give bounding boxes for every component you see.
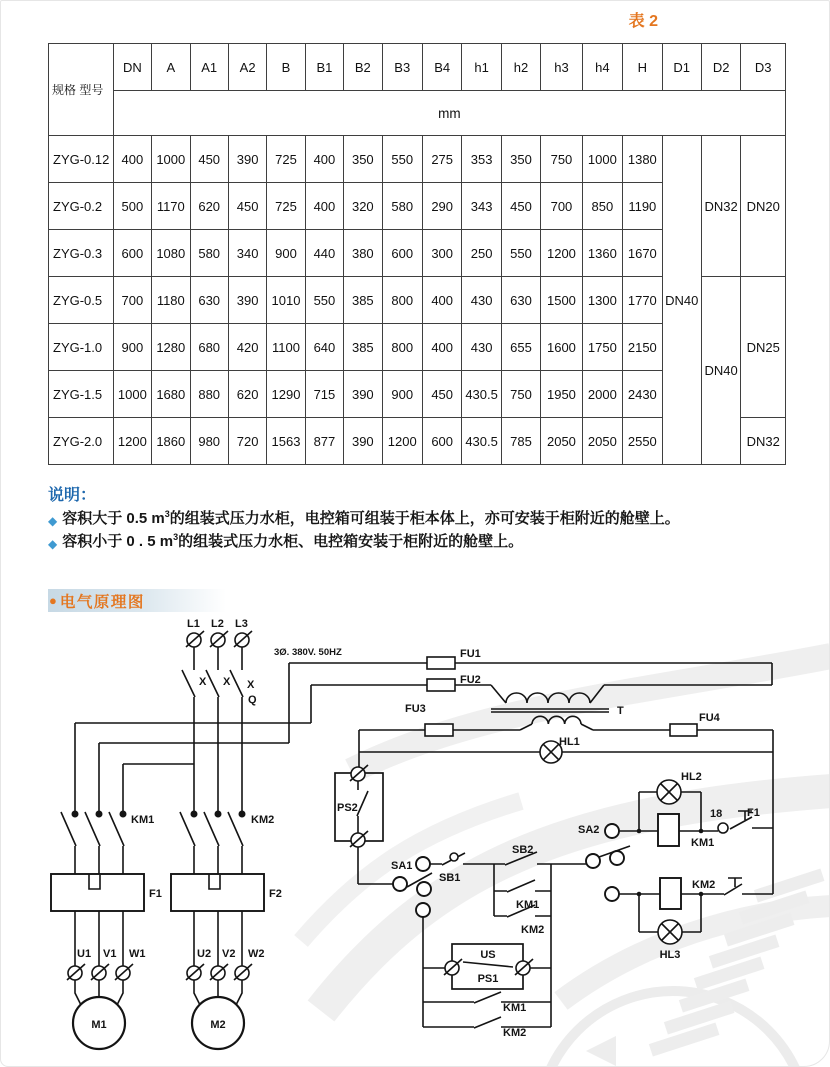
- label-w1: W1: [129, 948, 146, 960]
- table-cell-D3: DN32: [741, 418, 786, 465]
- table-cell: 1380: [623, 136, 662, 183]
- fuse-fu3: [425, 724, 453, 736]
- table-cell: 1860: [152, 418, 190, 465]
- sa2-terminal-b: [610, 851, 624, 865]
- table-cell: 350: [344, 136, 382, 183]
- table-cell: 400: [422, 324, 461, 371]
- table-cell: 1280: [152, 324, 190, 371]
- table-cell: 1300: [582, 277, 622, 324]
- table-cell: 655: [501, 324, 540, 371]
- table-cell-D2: DN32: [701, 136, 740, 277]
- watermark: [301, 656, 830, 1067]
- label-sa1: SA1: [391, 860, 413, 872]
- column-header-A2: A2: [228, 44, 266, 91]
- table-cell: 2050: [541, 418, 582, 465]
- table-cell: 400: [422, 277, 461, 324]
- label-sb1: SB1: [439, 872, 461, 884]
- label-supply: 3Ø. 380V. 50HZ: [274, 647, 342, 658]
- km2-rung-terminal: [605, 887, 619, 901]
- note-item-1: [48, 508, 793, 531]
- label-w2: W2: [248, 948, 265, 960]
- label-km1-coil: KM1: [691, 837, 715, 849]
- label-l1: L1: [187, 618, 200, 630]
- label-fu3: FU3: [405, 703, 426, 715]
- table-cell: 450: [190, 136, 228, 183]
- label-m1: M1: [91, 1019, 107, 1031]
- table-cell: 800: [382, 324, 422, 371]
- table-cell: 900: [113, 324, 151, 371]
- table-cell: 250: [462, 230, 501, 277]
- column-header-A1: A1: [190, 44, 228, 91]
- table-cell: 350: [501, 136, 540, 183]
- table-cell: 750: [501, 371, 540, 418]
- table-cell: 880: [190, 371, 228, 418]
- column-header-D2: D2: [701, 44, 740, 91]
- label-us: US: [480, 949, 496, 961]
- table-cell: 400: [113, 136, 151, 183]
- table-cell: 1010: [267, 277, 305, 324]
- section-title: 电气原理图: [59, 593, 145, 611]
- table-cell: 600: [113, 230, 151, 277]
- table-cell: 353: [462, 136, 501, 183]
- column-header-DN: DN: [113, 44, 151, 91]
- table-cell: 440: [305, 230, 343, 277]
- model-cell: ZYG-0.2: [49, 183, 114, 230]
- column-header-h2: h2: [501, 44, 540, 91]
- table-cell: 390: [344, 371, 382, 418]
- label-u1: U1: [77, 948, 92, 960]
- column-header-h3: h3: [541, 44, 582, 91]
- table-cell: 420: [228, 324, 266, 371]
- label-ps1: PS1: [477, 973, 499, 985]
- label-f2: F2: [269, 888, 282, 900]
- table-cell: 380: [344, 230, 382, 277]
- table-cell: 450: [501, 183, 540, 230]
- fuse-fu2: [427, 679, 455, 691]
- superscript: 3: [173, 531, 179, 542]
- table-cell: 1190: [623, 183, 662, 230]
- notes-section: [48, 482, 793, 553]
- section-header: [48, 589, 226, 612]
- label-km2-hold: KM2: [503, 1027, 527, 1039]
- table-cell: 1000: [582, 136, 622, 183]
- table-cell: 720: [228, 418, 266, 465]
- sb1-terminal-right: [417, 882, 431, 896]
- note-text-2: 容积小于 0 . 5 $m^3$的组装式压力水柜、电控箱安装于柜附近的舱壁上。: [62, 531, 524, 550]
- label-term18: 18: [710, 808, 723, 820]
- label-f1-nc: F1: [747, 807, 760, 819]
- label-f1: F1: [149, 888, 162, 900]
- table-cell: 1600: [541, 324, 582, 371]
- table-cell: 300: [422, 230, 461, 277]
- table-cell: 850: [582, 183, 622, 230]
- table-cell: 2000: [582, 371, 622, 418]
- table-cell: 640: [305, 324, 343, 371]
- label-t: T: [617, 705, 624, 717]
- table-cell: 430.5: [462, 418, 501, 465]
- table-cell: 630: [190, 277, 228, 324]
- table-cell-D3: DN20: [741, 136, 786, 277]
- sb1-terminal-left: [393, 877, 407, 891]
- sa1-terminal: [416, 857, 430, 871]
- table-cell: 1750: [582, 324, 622, 371]
- table-cell: 400: [305, 183, 343, 230]
- table-cell: 1180: [152, 277, 190, 324]
- label-km2-coil: KM2: [692, 879, 716, 891]
- label-fu4: FU4: [699, 712, 720, 724]
- table-cell: 715: [305, 371, 343, 418]
- column-header-A: A: [152, 44, 190, 91]
- table-cell: 430: [462, 277, 501, 324]
- model-cell: ZYG-2.0: [49, 418, 114, 465]
- model-cell: ZYG-0.3: [49, 230, 114, 277]
- table-cell: 550: [305, 277, 343, 324]
- table-cell: 900: [382, 371, 422, 418]
- column-header-h4: h4: [582, 44, 622, 91]
- column-header-B: B: [267, 44, 305, 91]
- label-l2: L2: [211, 618, 224, 630]
- label-km2-aux: KM2: [521, 924, 545, 936]
- table-cell: 1200: [541, 230, 582, 277]
- column-header-D1: D1: [662, 44, 701, 91]
- diamond-bullet-icon: ◆: [48, 514, 58, 528]
- table-cell: 2430: [623, 371, 662, 418]
- table-cell: 430.5: [462, 371, 501, 418]
- model-cell: ZYG-1.0: [49, 324, 114, 371]
- table-cell: 1080: [152, 230, 190, 277]
- table-cell: 430: [462, 324, 501, 371]
- table-cell: 343: [462, 183, 501, 230]
- f1-relay-box: [51, 874, 144, 911]
- table-cell: 1680: [152, 371, 190, 418]
- table-cell: 580: [190, 230, 228, 277]
- f2-relay-box: [171, 874, 264, 911]
- table-cell: 1950: [541, 371, 582, 418]
- table-cell: 630: [501, 277, 540, 324]
- table-cell: 700: [541, 183, 582, 230]
- power-wires: [61, 647, 311, 1005]
- label-u2: U2: [197, 948, 212, 960]
- table-cell: 680: [190, 324, 228, 371]
- table-cell: 2050: [582, 418, 622, 465]
- sa1-terminal-lower: [416, 903, 430, 917]
- table-cell: 550: [501, 230, 540, 277]
- km1-rung-terminal: [605, 824, 619, 838]
- diamond-bullet-icon: ◆: [48, 536, 58, 551]
- column-header-H: H: [623, 44, 662, 91]
- table-cell: 385: [344, 277, 382, 324]
- table-cell: 1290: [267, 371, 305, 418]
- label-km1-aux: KM1: [516, 899, 540, 911]
- label-v2: V2: [222, 948, 236, 960]
- table-cell: 1000: [152, 136, 190, 183]
- table-cell: 1200: [113, 418, 151, 465]
- table-cell: 1360: [582, 230, 622, 277]
- table-cell: 1170: [152, 183, 190, 230]
- table-cell: 1200: [382, 418, 422, 465]
- table-cell: 1563: [267, 418, 305, 465]
- lamp-hl3: [658, 920, 682, 944]
- table-cell: 1000: [113, 371, 151, 418]
- table-row: [49, 136, 786, 183]
- table-cell: 390: [228, 136, 266, 183]
- table-cell: 340: [228, 230, 266, 277]
- table-cell-D2: DN40: [701, 277, 740, 465]
- column-header-B3: B3: [382, 44, 422, 91]
- label-hl3: HL3: [659, 949, 681, 961]
- table-cell: 600: [422, 418, 461, 465]
- table-caption: 表 2: [628, 13, 658, 30]
- table-cell: 700: [113, 277, 151, 324]
- supply-terminals: [186, 631, 252, 647]
- label-l3: L3: [235, 618, 248, 630]
- label-m2: M2: [210, 1019, 226, 1031]
- column-header-B1: B1: [305, 44, 343, 91]
- table-cell: 980: [190, 418, 228, 465]
- table-cell: 1100: [267, 324, 305, 371]
- fuse-fu4: [670, 724, 697, 736]
- spec-table: [48, 43, 786, 465]
- km1-coil-symbol: [658, 814, 679, 846]
- superscript: 3: [164, 509, 170, 519]
- note-text-1: 容积大于 0.5 $m^3$的组装式压力水柜，电控箱可组装于柜本体上，亦可安装于柜附近的舱壁上。: [62, 509, 680, 527]
- column-header-B4: B4: [422, 44, 461, 91]
- table-cell: 450: [228, 183, 266, 230]
- label-q: Q: [248, 694, 257, 706]
- column-header-B2: B2: [344, 44, 382, 91]
- label-sb2: SB2: [512, 844, 534, 856]
- table-cell: 750: [541, 136, 582, 183]
- model-cell: ZYG-0.12: [49, 136, 114, 183]
- label-fu1: FU1: [460, 648, 481, 660]
- label-x1: X: [199, 676, 207, 688]
- table-cell: 390: [344, 418, 382, 465]
- table-cell: 390: [228, 277, 266, 324]
- model-cell: ZYG-0.5: [49, 277, 114, 324]
- table-cell: 320: [344, 183, 382, 230]
- button-contact: [450, 853, 458, 861]
- table-cell: 550: [382, 136, 422, 183]
- unit-row: mm: [113, 91, 785, 136]
- table-cell: 600: [382, 230, 422, 277]
- table-cell-D3: DN25: [741, 277, 786, 418]
- label-x2: X: [223, 676, 231, 688]
- circuit-diagram: [1, 613, 830, 1067]
- note-item-2: [48, 531, 793, 554]
- column-header-h1: h1: [462, 44, 501, 91]
- label-km2-main: KM2: [251, 814, 275, 826]
- table-cell: 450: [422, 371, 461, 418]
- table-cell: 290: [422, 183, 461, 230]
- circle-bullet-icon: ●: [49, 593, 57, 608]
- table-cell: 2550: [623, 418, 662, 465]
- km2-coil-symbol: [660, 878, 681, 909]
- table-cell: 400: [305, 136, 343, 183]
- fuse-fu1: [427, 657, 455, 669]
- model-cell: ZYG-1.5: [49, 371, 114, 418]
- table-cell: 385: [344, 324, 382, 371]
- table-cell: 785: [501, 418, 540, 465]
- table-cell: 725: [267, 183, 305, 230]
- lamp-hl2: [657, 780, 681, 804]
- label-hl1: HL1: [559, 736, 580, 748]
- table-cell: 275: [422, 136, 461, 183]
- table-cell: 1500: [541, 277, 582, 324]
- label-hl2: HL2: [681, 771, 702, 783]
- f1-contact-terminal: [718, 823, 728, 833]
- label-km1-main: KM1: [131, 814, 155, 826]
- label-km1-hold: KM1: [503, 1002, 527, 1014]
- table-cell: 725: [267, 136, 305, 183]
- sa2-terminal-common: [586, 854, 600, 868]
- table-cell: 1670: [623, 230, 662, 277]
- table-cell: 2150: [623, 324, 662, 371]
- table-cell-D1: DN40: [662, 136, 701, 465]
- table-cell: 620: [228, 371, 266, 418]
- table-cell: 800: [382, 277, 422, 324]
- notes-heading: 说明：: [48, 487, 97, 504]
- column-header-D3: D3: [741, 44, 786, 91]
- label-x3: X: [247, 679, 255, 691]
- table-cell: 900: [267, 230, 305, 277]
- label-fu2: FU2: [460, 674, 481, 686]
- corner-header: 规格 型号: [49, 44, 114, 136]
- table-cell: 620: [190, 183, 228, 230]
- label-v1: V1: [103, 948, 117, 960]
- label-ps2: PS2: [337, 802, 358, 814]
- table-cell: 1770: [623, 277, 662, 324]
- motor-terminals: [67, 964, 252, 980]
- table-cell: 500: [113, 183, 151, 230]
- label-sa2: SA2: [578, 824, 600, 836]
- table-cell: 580: [382, 183, 422, 230]
- table-cell: 877: [305, 418, 343, 465]
